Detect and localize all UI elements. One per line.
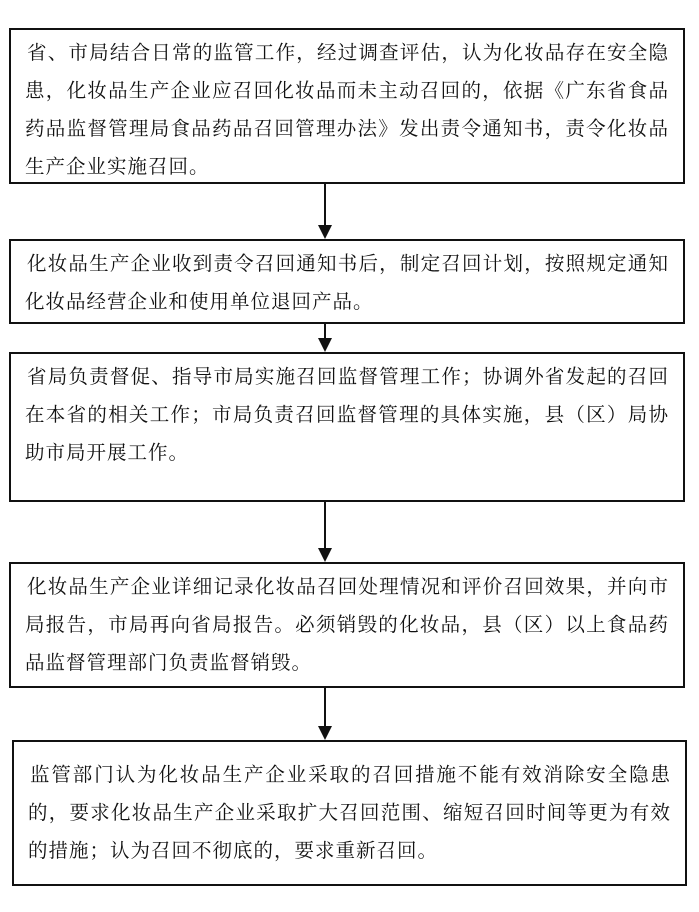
flow-arrow-3 [318, 502, 332, 562]
flow-arrow-1 [318, 184, 332, 239]
flow-step-1 [9, 28, 685, 184]
flow-step-4 [9, 562, 685, 688]
flow-step-2-text: 化妆品生产企业收到责令召回通知书后，制定召回计划，按照规定通知化妆品经营企业和使用单位退回产品。 [25, 252, 669, 313]
arrow-head-icon [318, 225, 332, 239]
arrow-head-icon [318, 726, 332, 740]
arrow-shaft [324, 324, 326, 338]
flow-step-5-text: 监管部门认为化妆品生产企业采取的召回措施不能有效消除安全隐患的，要求化妆品生产企业采取扩大召回范围、缩短召回时间等更为有效的措施；认为召回不彻底的，要求重新召回。 [28, 763, 671, 862]
flow-step-3-text: 省局负责督促、指导市局实施召回监督管理工作；协调外省发起的召回在本省的相关工作；市局负责召回监督管理的具体实施，县（区）局协助市局开展工作。 [25, 365, 669, 464]
flow-step-3 [9, 352, 685, 502]
arrow-shaft [324, 184, 326, 225]
arrow-shaft [324, 688, 326, 726]
flow-step-5 [12, 740, 687, 886]
flow-arrow-4 [318, 688, 332, 740]
flow-step-1-text: 省、市局结合日常的监管工作，经过调查评估，认为化妆品存在安全隐患，化妆品生产企业应召回化妆品而未主动召回的，依据《广东省食品药品监督管理局食品药品召回管理办法》发出责令通知书，责令化妆品生产企业实施召回。 [25, 41, 669, 178]
arrow-head-icon [318, 338, 332, 352]
flow-step-4-text: 化妆品生产企业详细记录化妆品召回处理情况和评价召回效果，并向市局报告，市局再向省局报告。必须销毁的化妆品，县（区）以上食品药品监督管理部门负责监督销毁。 [25, 575, 669, 674]
flow-arrow-2 [318, 324, 332, 352]
flow-step-2 [9, 239, 685, 324]
arrow-head-icon [318, 548, 332, 562]
arrow-shaft [324, 502, 326, 548]
